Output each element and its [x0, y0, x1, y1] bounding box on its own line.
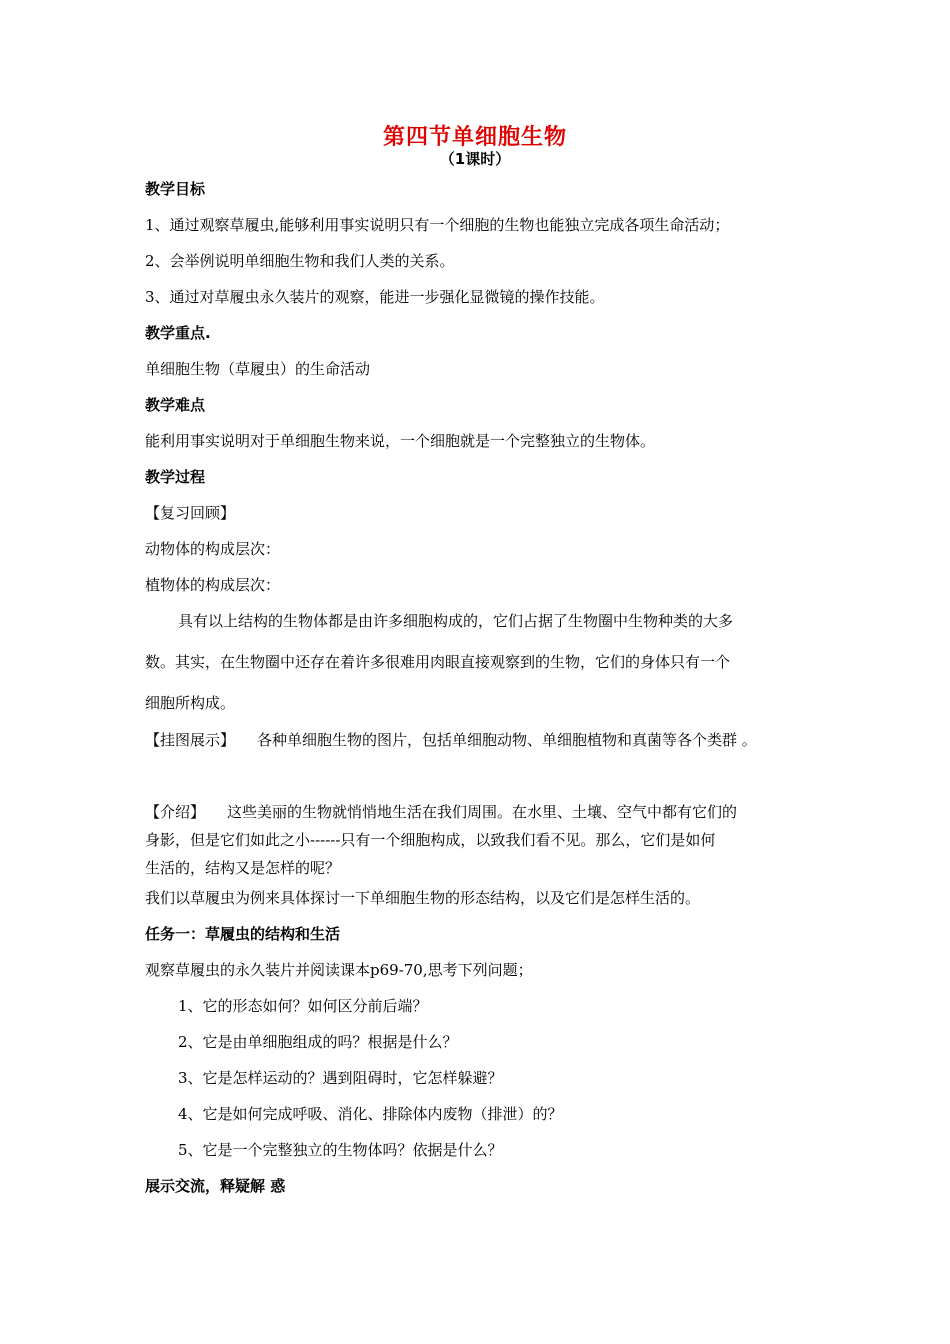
exchange-heading: 展示交流，释疑解 惑 [145, 1177, 286, 1195]
task1-heading: 任务一：草履虫的结构和生活 [145, 925, 341, 943]
intro-row [145, 801, 737, 822]
difficulty-heading: 教学难点 [145, 396, 206, 414]
para1-line-1: 具有以上结构的生物体都是由许多细胞构成的，它们占据了生物圈中生物种类的大多 [178, 612, 734, 630]
goal-2: 2、会举例说明单细胞生物和我们人类的关系。 [145, 252, 455, 270]
goal-1: 1、通过观察草履虫,能够利用事实说明只有一个细胞的生物也能独立完成各项生命活动； [145, 216, 730, 234]
question-3: 3、它是怎样运动的？遇到阻碍时，它怎样躲避？ [178, 1069, 503, 1087]
question-4: 4、它是如何完成呼吸、消化、排除体内废物（排泄）的？ [178, 1105, 563, 1123]
key-text: 单细胞生物（草履虫）的生命活动 [145, 360, 371, 378]
display-text: 各种单细胞生物的图片，包括单细胞动物、单细胞植物和真菌等各个类群 。 [257, 731, 757, 749]
process-heading: 教学过程 [145, 468, 206, 486]
page-title: 第四节单细胞生物 [382, 125, 567, 150]
para1-line-3: 细胞所构成。 [145, 694, 236, 712]
display-label: 【挂图展示】 [145, 731, 236, 749]
page-subtitle: （1课时） [439, 150, 511, 168]
display-row [145, 729, 757, 750]
intro-line-3: 生活的，结构又是怎样的呢？ [145, 859, 341, 877]
intro-line-4: 我们以草履虫为例来具体探讨一下单细胞生物的形态结构，以及它们是怎样生活的。 [145, 889, 701, 907]
goals-heading: 教学目标 [145, 180, 206, 198]
goal-3: 3、通过对草履虫永久装片的观察，能进一步强化显微镜的操作技能。 [145, 288, 605, 306]
intro-label: 【介绍】 [145, 803, 206, 821]
question-2: 2、它是由单细胞组成的吗？根据是什么？ [178, 1033, 458, 1051]
question-5: 5、它是一个完整独立的生物体吗？依据是什么？ [178, 1141, 503, 1159]
intro-line-1: 这些美丽的生物就悄悄地生活在我们周围。在水里、土壤、空气中都有它们的 [227, 803, 738, 821]
review-label: 【复习回顾】 [145, 504, 236, 522]
para1-line-2: 数。其实，在生物圈中还存在着许多很难用肉眼直接观察到的生物，它们的身体只有一个 [145, 653, 731, 671]
task1-intro: 观察草履虫的永久装片并阅读课本p69-70,思考下列问题； [145, 961, 533, 979]
key-heading: 教学重点. [145, 324, 211, 342]
animal-levels: 动物体的构成层次： [145, 540, 281, 558]
plant-levels: 植物体的构成层次： [145, 576, 281, 594]
question-1: 1、它的形态如何？如何区分前后端？ [178, 997, 428, 1015]
intro-line-2: 身影，但是它们如此之小------只有一个细胞构成，以致我们看不见。那么，它们是如何 [145, 831, 716, 849]
difficulty-text: 能利用事实说明对于单细胞生物来说，一个细胞就是一个完整独立的生物体。 [145, 432, 656, 450]
